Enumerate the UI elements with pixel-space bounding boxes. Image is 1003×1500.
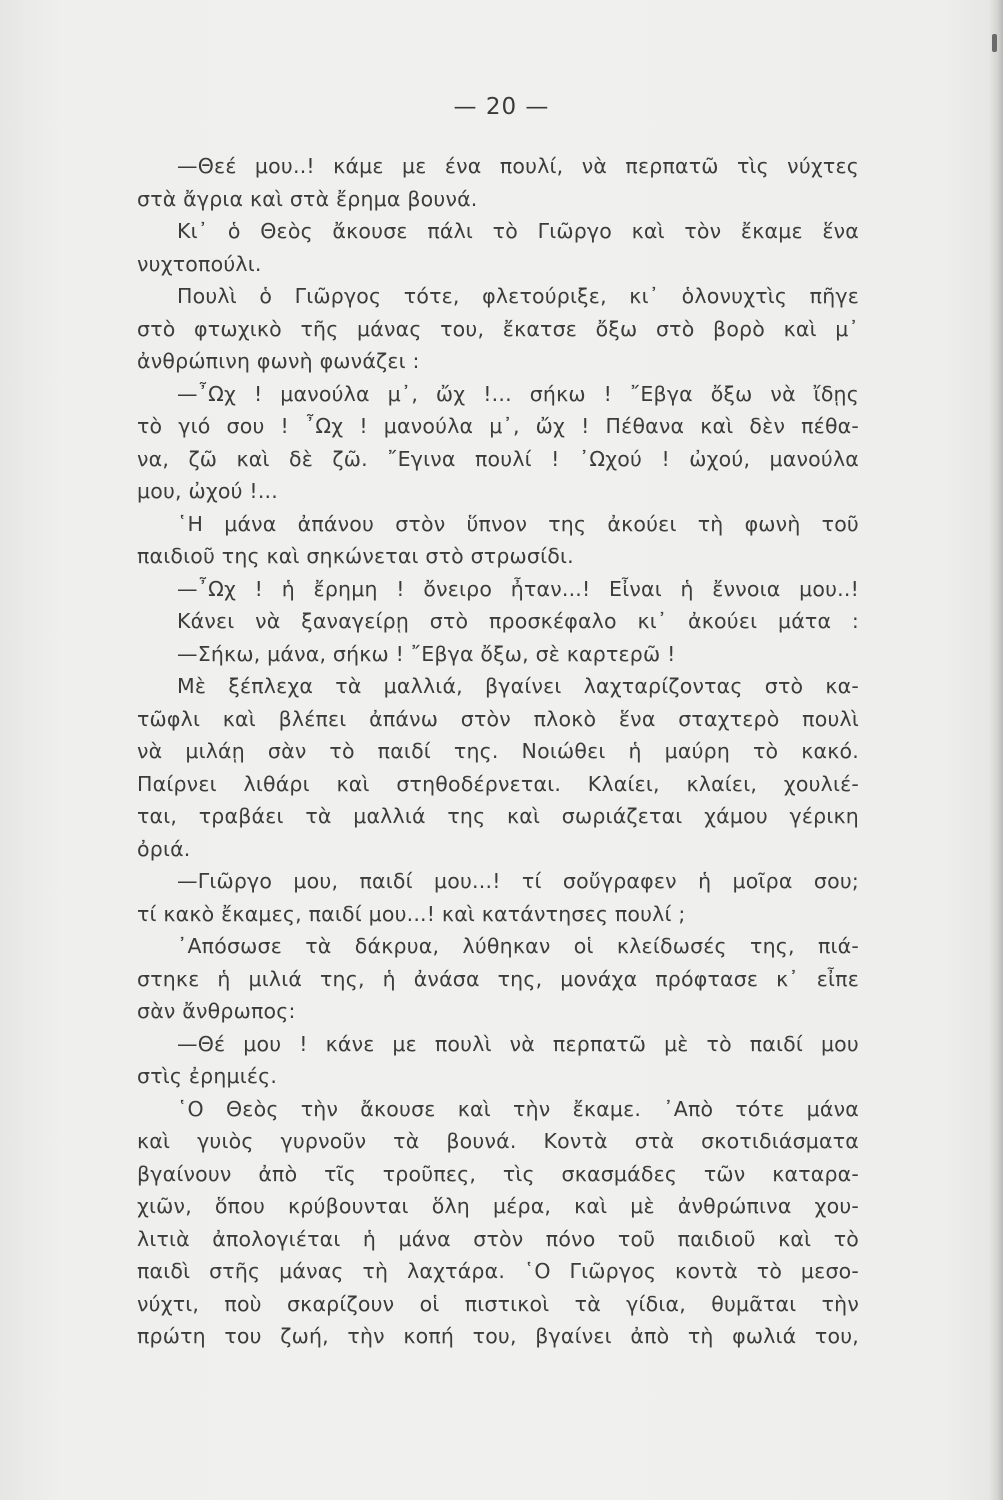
text-line: χιῶν, ὅπου κρύβουνται ὅλη μέρα, καὶ μὲ ἀνθρώπινα χου-: [137, 1194, 859, 1218]
text-line: Μὲ ξέπλεχα τὰ μαλλιά, βγαίνει λαχταρίζοντας στὸ κα-: [177, 674, 859, 698]
text-line: τί κακὸ ἔκαμες, παιδί μου...! καὶ κατάντησες πουλί ;: [137, 901, 686, 926]
text-line: Παίρνει λιθάρι καὶ στηθοδέρνεται. Κλαίει, κλαίει, χουλιέ-: [137, 771, 859, 796]
text-line: Κάνει νὰ ξαναγείρῃ στὸ προσκέφαλο κι᾽ ἀκούει μάτα :: [177, 609, 859, 633]
text-body: [137, 150, 859, 1353]
text-line: ἀνθρώπινη φωνὴ φωνάζει :: [137, 349, 420, 373]
page-number: — 20 —: [453, 94, 550, 120]
text-line: ᾽Απόσωσε τὰ δάκρυα, λύθηκαν οἱ κλείδωσές της, πιά-: [177, 934, 859, 958]
text-line: νύχτι, ποὺ σκαρίζουν οἱ πιστικοὶ τὰ γίδια, θυμᾶται τὴν: [137, 1291, 859, 1316]
text-line: παιδὶ στῆς μάνας τὴ λαχτάρα. ῾Ο Γιῶργος κοντὰ τὸ μεσο-: [137, 1259, 859, 1283]
text-line: τῶφλι καὶ βλέπει ἀπάνω στὸν πλοκὸ ἕνα σταχτερὸ πουλὶ: [137, 706, 859, 731]
text-line: βγαίνουν ἀπὸ τῖς τροῦπες, τὶς σκασμάδες τῶν καταρα-: [137, 1161, 859, 1186]
text-line: ῾Ο Θεὸς τὴν ἄκουσε καὶ τὴν ἔκαμε. ᾽Απὸ τότε μάνα: [177, 1096, 859, 1121]
text-line: μου, ὠχού !...: [137, 479, 278, 503]
text-line: —Γιῶργο μου, παιδί μου...! τί σοὔγραφεν ἡ μοῖρα σου;: [177, 869, 859, 893]
text-line: καὶ γυιὸς γυρνοῦν τὰ βουνά. Κοντὰ στὰ σκοτιδιάσματα: [137, 1129, 859, 1153]
text-line: λιτιὰ ἀπολογιέται ἡ μάνα στὸν πόνο τοῦ παιδιοῦ καὶ τὸ: [137, 1226, 859, 1251]
text-line: —Θέ μου ! κάνε με πουλὶ νὰ περπατῶ μὲ τὸ παιδί μου: [177, 1031, 859, 1056]
text-line: ῾Η μάνα ἀπάνου στὸν ὕπνον της ἀκούει τὴ φωνὴ τοῦ: [177, 511, 859, 536]
text-line: —῏Ωχ ! ἡ ἔρημη ! ὄνειρο ἦταν...! Εἶναι ἡ ἔννοια μου..!: [177, 576, 859, 601]
text-line: Πουλὶ ὁ Γιῶργος τότε, φλετούριξε, κι᾽ ὁλονυχτὶς πῆγε: [177, 284, 859, 308]
text-line: Κι᾽ ὁ Θεὸς ἄκουσε πάλι τὸ Γιῶργο καὶ τὸν ἔκαμε ἕνα: [177, 219, 859, 243]
page-edge-shadow: [989, 0, 1003, 1500]
text-line: στὶς ἐρημιές.: [137, 1064, 278, 1088]
text-line: —Θεέ μου..! κάμε με ένα πουλί, νὰ περπατῶ τὶς νύχτες: [177, 154, 859, 178]
text-line: σὰν ἄνθρωπος:: [137, 999, 296, 1023]
text-line: τὸ γιό σου ! ῏Ωχ ! μανούλα μ᾽, ὤχ ! Πέθανα καὶ δὲν πέθα-: [137, 414, 859, 438]
text-line: στὰ ἄγρια καὶ στὰ ἔρημα βουνά.: [137, 186, 478, 211]
text-line: πρώτη του ζωή, τὴν κοπή του, βγαίνει ἀπὸ τὴ φωλιά του,: [137, 1324, 859, 1348]
scan-speck: [992, 34, 997, 52]
text-line: στηκε ἡ μιλιά της, ἡ ἀνάσα της, μονάχα πρόφτασε κ᾽ εἶπε: [137, 966, 859, 991]
text-line: νυχτοπούλι.: [137, 251, 262, 276]
text-line: παιδιοῦ της καὶ σηκώνεται στὸ στρωσίδι.: [137, 544, 574, 568]
text-line: νὰ μιλάῃ σὰν τὸ παιδί της. Νοιώθει ἡ μαύρη τὸ κακό.: [137, 739, 859, 763]
text-line: να, ζῶ καὶ δὲ ζῶ. ῎Εγινα πουλί ! ᾽Ωχού ! ὠχού, μανούλα: [137, 446, 859, 471]
text-line: —Σήκω, μάνα, σήκω ! ῎Εβγα ὄξω, σὲ καρτερῶ !: [177, 641, 676, 666]
text-line: ται, τραβάει τὰ μαλλιά της καὶ σωριάζεται χάμου γέρικη: [137, 804, 859, 828]
text-line: ὀριά.: [137, 836, 191, 861]
text-line: στὸ φτωχικὸ τῆς μάνας του, ἔκατσε ὄξω στὸ βορὸ καὶ μ᾽: [137, 316, 859, 341]
text-line: —῏Ωχ ! μανούλα μ᾽, ὤχ !... σήκω ! ῎Εβγα ὄξω νὰ ἴδῃς: [177, 381, 859, 406]
